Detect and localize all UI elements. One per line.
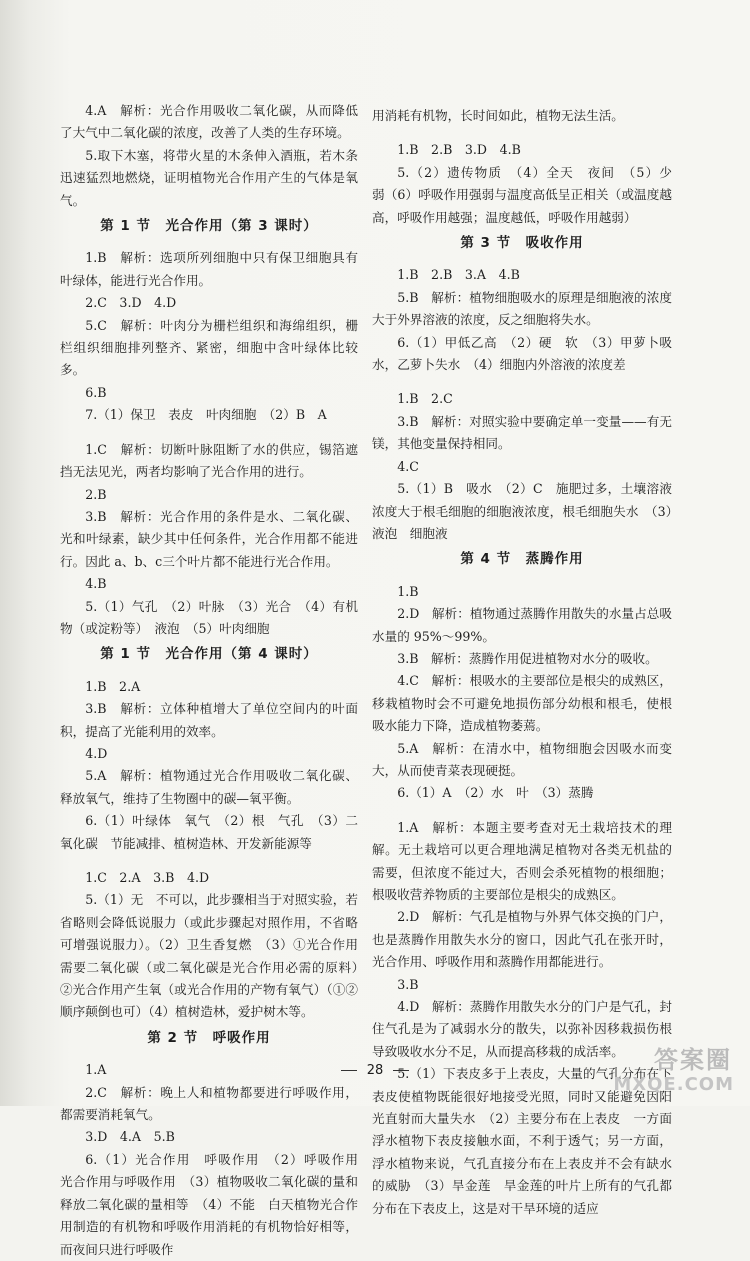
answer-paragraph: 6.（1）光合作用 呼吸作用 （2）呼吸作用 光合作用与呼吸作用 （3）植物吸收二氧化碳的量和释放二氧化碳的量相等 （4）不能 白天植物光合作用制造的有机物和呼吸作用消耗的有机物恰好相等，而夜间只进行呼吸作 [60,1151,371,1257]
answer-paragraph: 1.B 解析：选项所列细胞中只有保卫细胞具有叶绿体，能进行光合作用。 [60,250,358,288]
answer-paragraph: 用消耗有机物，长时间如此，植物无法生活。 [372,108,624,123]
answer-paragraph: 5.A 解析：在清水中，植物细胞会因吸水而变大，从而使青菜表现硬挺。 [372,740,672,778]
answer-paragraph: 1.C 2.A 3.B 4.D [85,870,210,885]
answer-paragraph: 1.B 2.C [397,391,453,407]
answer-paragraph: 5.取下木塞，将带火星的木条伸入酒瓶，若木条迅速猛烈地燃烧，证明植物光合作用产生的气体是氧气。 [60,147,358,208]
answer-paragraph: 6.（1）甲低乙高 （2）硬 软 （3）甲萝卜吸水，乙萝卜失水 （4）细胞内外溶液的浓度差 [372,334,672,373]
answer-paragraph: 1.B 2.B 3.D 4.B [397,142,521,158]
page-number-text: 28 [366,1063,384,1078]
watermark-logo [600,1040,740,1100]
answer-paragraph: 5.A 解析：植物通过光合作用吸收二氧化碳、释放氧气，维持了生物圈中的碳—氧平衡。 [60,768,358,806]
answer-paragraph: 1.B [397,583,419,599]
answer-paragraph: 3.D 4.A 5.B [85,1129,175,1145]
answer-paragraph: 5.B 解析：植物细胞吸水的原理是细胞液的浓度大于外界溶液的浓度，反之细胞将失水。 [372,289,672,328]
answer-paragraph: 3.B 解析：光合作用的条件是水、二氧化碳、光和叶绿素，缺少其中任何条件，光合作用都不能进行。因此 a、b、c三个叶片都不能进行光合作用。 [60,508,358,569]
answer-paragraph: 3.B 解析：蒸腾作用促进植物对水分的吸收。 [397,650,658,666]
answer-paragraph: 4.A 解析：光合作用吸收二氧化碳，从而降低了大气中二氧化碳的浓度，改善了人类的生存环境。 [60,103,358,141]
section-heading: 第 1 节 光合作用（第 4 课时） [100,646,318,663]
section-heading: 第 3 节 吸收作用 [460,235,584,252]
answer-paragraph: 5.（1）B 吸水 （2）C 施肥过多，土壤溶液浓度大于根毛细胞的细胞液浓度，根毛细胞失水 （3）液泡 细胞液 [372,481,672,541]
left-column [60,100,371,1261]
answer-paragraph: 4.D [85,745,108,761]
answer-paragraph: 4.C [397,458,419,474]
answer-paragraph: 7.（1）保卫 表皮 叶肉细胞 （2）B A [85,407,327,423]
answer-paragraph: 3.B [397,976,419,992]
answer-paragraph: 4.C 解析：根吸水的主要部位是根尖的成熟区，移栽植物时会不可避免地损伤部分幼根和根毛，使根吸水能力下降，造成植物萎蔫。 [372,673,672,734]
answer-paragraph: 6.（1）A （2）水 叶 （3）蒸腾 [397,785,594,801]
answer-paragraph: 2.D 解析：植物通过蒸腾作用散失的水量占总吸水量的 95%～99%。 [372,606,672,644]
answer-paragraph: 3.B 解析：对照实验中要确定单一变量——有无镁，其他变量保持相同。 [372,413,672,452]
answer-paragraph: 2.C 解析：晚上人和植物都要进行呼吸作用，都需要消耗氧气。 [60,1084,358,1123]
section-heading: 第 4 节 蒸腾作用 [460,551,584,568]
answer-paragraph: 5.（1）气孔 （2）叶脉 （3）光合 （4）有机物（或淀粉等） 液泡 （5）叶肉细胞 [60,598,358,636]
answer-paragraph: 3.B 解析：立体种植增大了单位空间内的叶面积，提高了光能利用的效率。 [60,701,358,739]
answer-paragraph: 5.（1）无 不可以，此步骤相当于对照实验，若省略则会降低说服力（或此步骤起对照作用，不省略可增强说服力）。（2）卫生香复燃 （3）①光合作用需要二氧化碳（或二氧化碳是光合作用必需的原料） ②光合作用产生氧（或光合作用的产物有氧气）（①②顺序颠倒也可）（4）植树造林，爱护树木等。 [60,892,371,1020]
answer-paragraph: 5.（1）下表皮多于上表皮，大量的气孔分布在下表皮使植物既能很好地接受光照，同时又能避免因阳光直射而大量失水 （2）主要分布在上表皮 一方面浮水植物下表皮接触水面，不利于透气；另一方面，浮水植物来说，气孔直接分布在上表皮并不会有缺水的威胁 （3）旱金莲 旱金莲的叶片上所有的气孔都分布在下表皮上，这是对干旱环境的适应 [372,1066,672,1216]
answer-paragraph: 6.（1）叶绿体 氧气 （2）根 气孔 （3）二氧化碳 节能减排、植树造林、开发新能源等 [60,813,358,851]
answer-paragraph: 1.B 2.A [85,678,141,694]
answer-paragraph: 2.C 3.D 4.D [85,295,177,311]
watermark-text: 答案圈 [654,1046,732,1074]
answer-paragraph: 1.C 解析：切断叶脉阻断了水的供应，锡箔遮挡无法见光，两者均影响了光合作用的进行。 [60,441,358,480]
answer-paragraph: 2.B [85,486,107,502]
section-heading: 第 1 节 光合作用（第 3 课时） [100,218,318,235]
answer-paragraph: 1.A 解析：本题主要考查对无土栽培技术的理解。无土栽培可以更合理地满足植物对各类无机盐的需要，但浓度不能过大，否则会杀死植物的根细胞；根吸收营养物质的主要部位是根尖的成熟区。 [372,819,672,902]
answer-paragraph: 1.B 2.B 3.A 4.B [397,267,520,283]
watermark-url: MXQE.COM [613,1074,734,1095]
answer-paragraph: 2.D 解析：气孔是植物与外界气体交换的门户，也是蒸腾作用散失水分的窗口，因此气孔在张开时，光合作用、呼吸作用和蒸腾作用都能进行。 [372,909,672,970]
answer-paragraph: 5.（2）遗传物质 （4）全天 夜间 （5）少 弱（6）呼吸作用强弱与温度高低呈正相关（或温度越高，呼吸作用越强；温度越低，呼吸作用越弱） [372,164,685,225]
answer-paragraph: 4.D 解析：蒸腾作用散失水分的门户是气孔，封住气孔是为了减弱水分的散失，以弥补因移栽损伤根导致吸收水分不足，从而提高移栽的成活率。 [372,999,672,1059]
section-heading: 第 2 节 呼吸作用 [147,1029,271,1046]
answer-paragraph: 5.C 解析：叶肉分为栅栏组织和海绵组织，栅栏组织细胞排列整齐、紧密，细胞中含叶绿体比较多。 [60,317,358,378]
answer-paragraph: 1.A [85,1062,107,1078]
answer-paragraph: 6.B [85,384,107,400]
answer-paragraph: 4.B [85,576,107,592]
